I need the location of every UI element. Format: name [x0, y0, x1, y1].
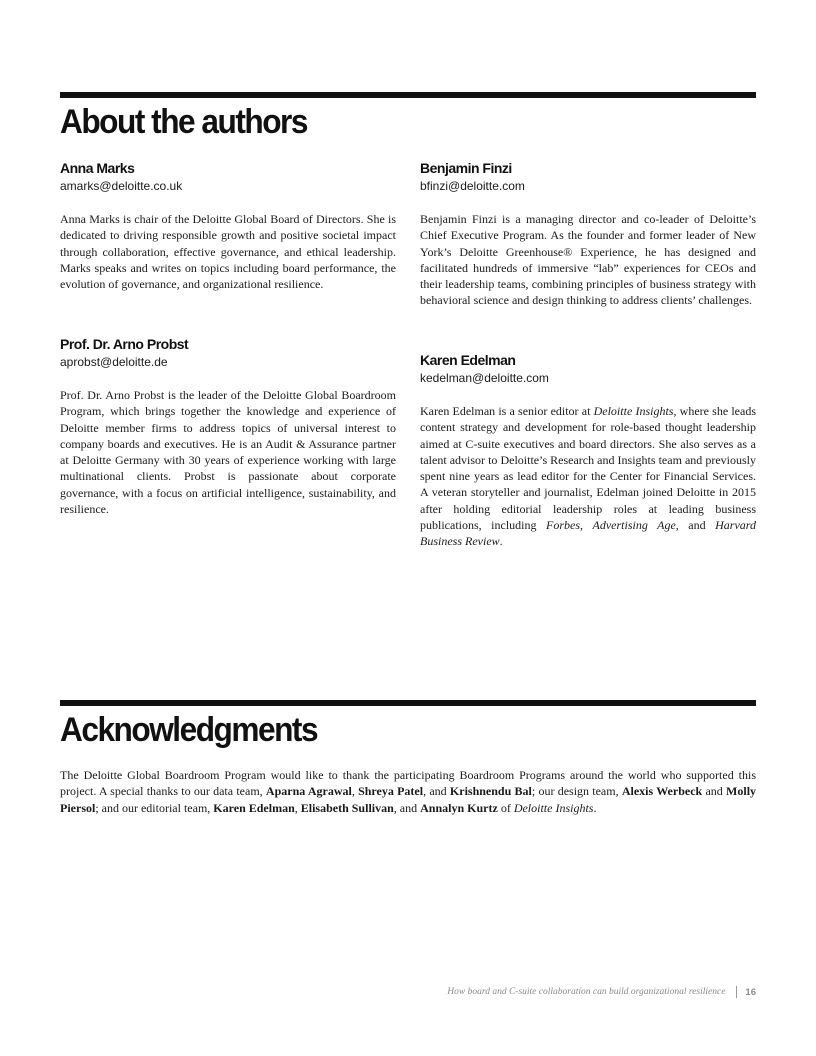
- publication-name: Deloitte Insights: [513, 800, 594, 815]
- ack-text: and: [702, 784, 727, 799]
- ack-text: .: [593, 800, 597, 815]
- author-arno-probst: [60, 335, 396, 517]
- about-authors-heading: About the authors: [60, 103, 307, 141]
- contributor-name: Aparna Agrawal: [265, 784, 352, 799]
- acknowledgments-heading: Acknowledgments: [60, 711, 318, 749]
- bio-text: ,: [580, 518, 593, 533]
- bio-text: , where she leads content strategy and development for role-based thought leadership aimed at C-suite executives and board directors. She also serves as a talent advisor to Deloitte’s Research and Insights team and previously spent nine years as lead editor for the Center for Financial Services. A veteran storyteller and journalist, Edelman joined Deloitte in 2015 after holding editorial leadership roles at leading business publications, including: [420, 404, 757, 533]
- author-email-link[interactable]: amarks@deloitte.co.uk: [60, 179, 183, 193]
- publication-name: Forbes: [546, 518, 580, 533]
- contributor-name: Shreya Patel: [358, 784, 424, 799]
- author-email-link[interactable]: kedelman@deloitte.com: [420, 371, 549, 385]
- ack-text: ,: [351, 784, 359, 799]
- contributor-name: Elisabeth Sullivan: [300, 800, 394, 815]
- author-bio: [420, 403, 756, 550]
- bio-text: Karen Edelman is a senior editor at: [420, 404, 594, 418]
- author-benjamin-finzi: [420, 159, 756, 309]
- author-email-link[interactable]: aprobst@deloitte.de: [60, 355, 168, 369]
- author-name: Benjamin Finzi: [420, 160, 512, 176]
- footer-divider: [736, 986, 737, 998]
- ack-text: , and: [393, 800, 421, 815]
- ack-text: ; our design team,: [531, 784, 622, 799]
- author-karen-edelman: [420, 351, 756, 550]
- publication-name: Deloitte Insights: [593, 404, 674, 418]
- author-name: Prof. Dr. Arno Probst: [60, 336, 189, 352]
- author-name: Karen Edelman: [420, 352, 516, 368]
- page-footer: [60, 986, 756, 998]
- acknowledgments-text: [60, 767, 756, 816]
- section-rule-top: [60, 92, 756, 98]
- ack-text: ,: [294, 800, 301, 815]
- bio-text: , and: [675, 518, 716, 533]
- contributor-name: Krishnendu Bal: [449, 784, 532, 799]
- page-number: 16: [745, 986, 756, 998]
- publication-name: Advertising Age: [592, 518, 676, 533]
- author-bio: Benjamin Finzi is a managing director and co-leader of Deloitte’s Chief Executive Program. As the founder and former leader of New York’s Deloitte Greenhouse® Experience, he has designed and facilitated hundreds of immersive “lab” experiences for CEOs and their leadership teams, combining principles of business strategy with behavioral science and design thinking to address clients’ challenges.: [420, 212, 756, 308]
- publication-name: Harvard Business Review: [420, 518, 757, 549]
- section-rule-acknowledgments: [60, 700, 756, 706]
- author-anna-marks: [60, 159, 396, 292]
- bio-text: .: [499, 534, 503, 549]
- contributor-name: Alexis Werbeck: [621, 784, 703, 799]
- footer-title: How board and C-suite collaboration can build organizational resilience: [447, 987, 726, 997]
- author-bio: Anna Marks is chair of the Deloitte Global Board of Directors. She is dedicated to driving responsible growth and positive societal impact through collaboration, effective governance, and ethical leadership. Marks speaks and writes on topics including board performance, the evolution of governance, and organizational resilience.: [60, 212, 396, 292]
- author-bio: Prof. Dr. Arno Probst is the leader of the Deloitte Global Boardroom Program, which brings together the knowledge and experience of Deloitte member firms to address topics of universal interest to company boards and executives. He is an Audit & Assurance partner at Deloitte Germany with 30 years of experience working with large multinational clients. Probst is passionate about corporate governance, with a focus on artificial intelligence, sustainability, and resilience.: [60, 388, 396, 517]
- ack-text: of: [497, 800, 514, 815]
- contributor-name: Annalyn Kurtz: [420, 800, 498, 815]
- author-email-link[interactable]: bfinzi@deloitte.com: [420, 179, 525, 193]
- ack-text: , and: [423, 784, 450, 799]
- ack-text: ; and our editorial team,: [95, 800, 214, 815]
- contributor-name: Molly Piersol: [60, 784, 757, 815]
- ack-text: The Deloitte Global Boardroom Program would like to thank the participating Boardroom Programs around the world who supported this project. A special thanks to our data team,: [60, 768, 756, 799]
- author-name: Anna Marks: [60, 160, 135, 176]
- contributor-name: Karen Edelman: [213, 800, 295, 815]
